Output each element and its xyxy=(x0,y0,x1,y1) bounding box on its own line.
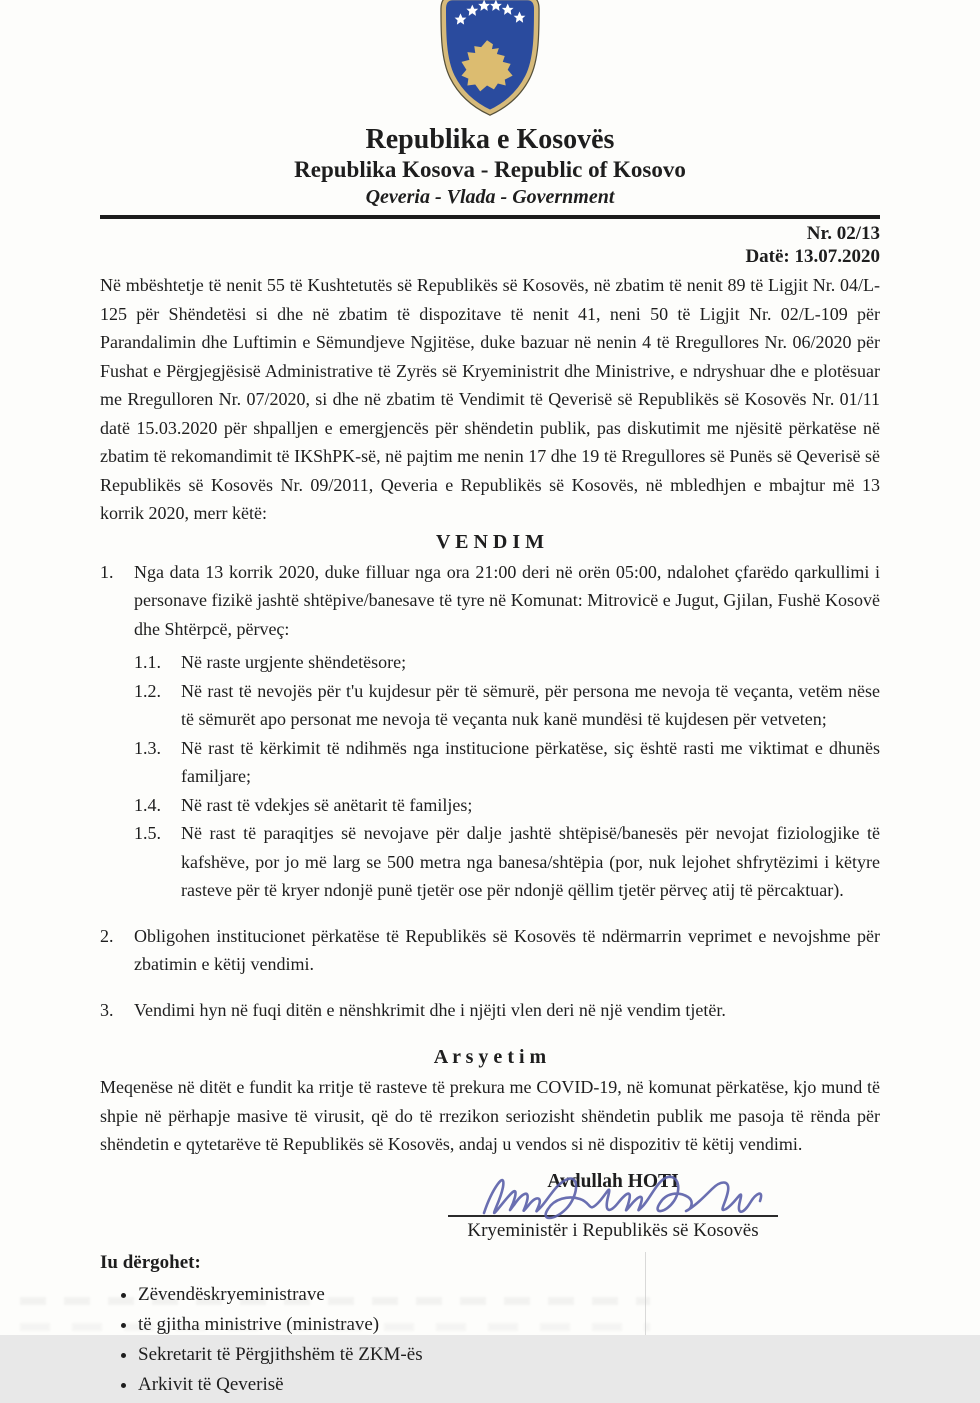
preamble-paragraph: Në mbështetje të nenit 55 të Kushtetutës së Republikës së Kosovës, në zbatim të nenit 89 të Ligjit Nr. 04/L-125 për Shëndetësi si dhe në zbatim të dispozitave të nenit 41, neni 50 të Ligjit Nr. 02/L-109 për Parandalimin dhe Luftimin e Sëmundjeve Ngjitëse, duke bazuar në nenin 4 të Rregullores Nr. 06/2020 për Fushat e Përgjegjësisë Administrative të Zyrës së Kryeministrit dhe Ministrive, e ndryshuar dhe e plotësuar me Rregulloren Nr. 07/2020, si dhe në zbatim të Vendimit të Qeverisë së Republikës së Kosovës Nr. 01/11 datë 15.03.2020 për shpalljen e emergjencës për shëndetin publik, pas diskutimit me njësitë përkatëse në zbatim të rekomandimit të IKShPK-së, në pajtim me nenin 17 dhe 19 të Rregullores së Punës së Qeverisë së Republikës së Kosovës Nr. 09/2011, Qeveria e Republikës së Kosovës, në mbledhjen e mbajtur më 13 korrik 2020, merr këtë: xyxy=(100,275,880,523)
signatory-name: Avdullah HOTI xyxy=(547,1170,679,1192)
document-date: Datë: 13.07.2020 xyxy=(745,246,880,267)
item-number: 3. xyxy=(100,999,114,1020)
subitem-number: 1.5. xyxy=(134,823,161,843)
subitem-text: Në rast të vdekjes së anëtarit të familjes; xyxy=(181,794,473,815)
subitem-text: Në rast të paraqitjes së nevojave për dalje jashtë shtëpisë/banesës për nevojat fiziologjike të kafshëve, por jo më larg se 500 metra nga banesa/shtëpia (por, nuk lejohet shfrytëzimi i këtyre rasteve për të kryer ndonjë punë tjetër ose për ndonjë qëllim tjetër përveç atij të përcaktuar). xyxy=(181,823,880,900)
distribution-item: • Zëvendëskryeministrave xyxy=(138,1280,880,1310)
republic-title-albanian: Republika e Kosovës xyxy=(365,124,615,155)
decision-subitem-1-3 xyxy=(134,734,880,791)
decision-subitem-1-1 xyxy=(134,648,880,677)
decision-item-3 xyxy=(100,996,880,1025)
signature-line xyxy=(448,1215,778,1217)
subitem-text: Në rast të kërkimit të ndihmës nga institucione përkatëse, siç është rasti me viktimat e dhunës familjare; xyxy=(181,737,880,786)
decision-item-1 xyxy=(100,558,880,905)
subitem-number: 1.1. xyxy=(134,652,161,672)
kosovo-coat-of-arms-icon xyxy=(437,0,543,115)
subitem-number: 1.2. xyxy=(134,680,161,701)
decision-subitem-1-4 xyxy=(134,791,880,820)
justification-paragraph: Meqenëse në ditët e fundit ka rritje të rasteve të prekura me COVID-19, në komunat përkatëse, kjo mund të shpie në përhapje masive të virusit, që do të rrezikon seriozisht shëndetin publik me pasoja të rënda për shëndetin e qytetarëve të Republikës së Kosovës, andaj u vendos si në dispozitiv të këtij vendimi. xyxy=(100,1077,880,1154)
distribution-item: • të gjitha ministrive (ministrave) xyxy=(138,1310,880,1340)
item-number: 2. xyxy=(100,925,114,946)
signature-block xyxy=(448,1171,778,1242)
justification-heading: A r s y e t i m xyxy=(433,1046,547,1068)
republic-title-bilingual: Republika Kosova - Republic of Kosovo xyxy=(294,157,686,182)
document-number: Nr. 02/13 xyxy=(806,223,880,244)
item-text: Obligohen institucionet përkatëse të Republikës së Kosovës të ndërmarrin veprimet e nevojshme për zbatimin e këtij vendimi. xyxy=(134,925,880,974)
item-number: 1. xyxy=(100,561,114,582)
subitem-text: Në rast të nevojës për t'u kujdesur për të sëmurë, për persona me nevoja të veçanta, vetëm nëse të sëmurët apo personat me nevoja të veçanta nuk kanë mundësi të kujdesen për vetveten; xyxy=(181,680,880,729)
distribution-item: • Arkivit të Qeverisë xyxy=(138,1370,880,1400)
signatory-title: Kryeministër i Republikës së Kosovës xyxy=(467,1219,759,1241)
header-divider xyxy=(100,215,880,219)
distribution-label: Iu dërgohet: xyxy=(100,1251,201,1273)
decision-item-2 xyxy=(100,922,880,979)
distribution-section xyxy=(100,1250,880,1400)
subitem-number: 1.4. xyxy=(134,794,161,815)
distribution-item: • Sekretarit të Përgjithshëm të ZKM-ës xyxy=(138,1340,880,1370)
decision-heading: V E N D I M xyxy=(436,530,544,553)
coat-of-arms-wrap xyxy=(0,0,980,120)
item-text: Vendimi hyn në fuqi ditën e nënshkrimit dhe i njëjti vlen deri në një vendim tjetër. xyxy=(134,999,726,1020)
subitem-number: 1.3. xyxy=(134,737,161,758)
subitem-text: Në raste urgjente shëndetësore; xyxy=(181,652,407,672)
decision-subitem-1-2 xyxy=(134,677,880,734)
item-text: Nga data 13 korrik 2020, duke filluar nga ora 21:00 deri në orën 05:00, ndalohet çfarëdo qarkullimi i personave fizikë jashtë shtëpive/banesave të tyre në Komunat: Mitrovicë e Jugut, Gjilan, Fushë Kosovë dhe Shtërpcë, përveç: xyxy=(134,561,880,639)
decision-subitem-1-5 xyxy=(134,819,880,905)
distribution-list xyxy=(100,1280,880,1400)
government-subtitle: Qeveria - Vlada - Government xyxy=(365,186,615,208)
